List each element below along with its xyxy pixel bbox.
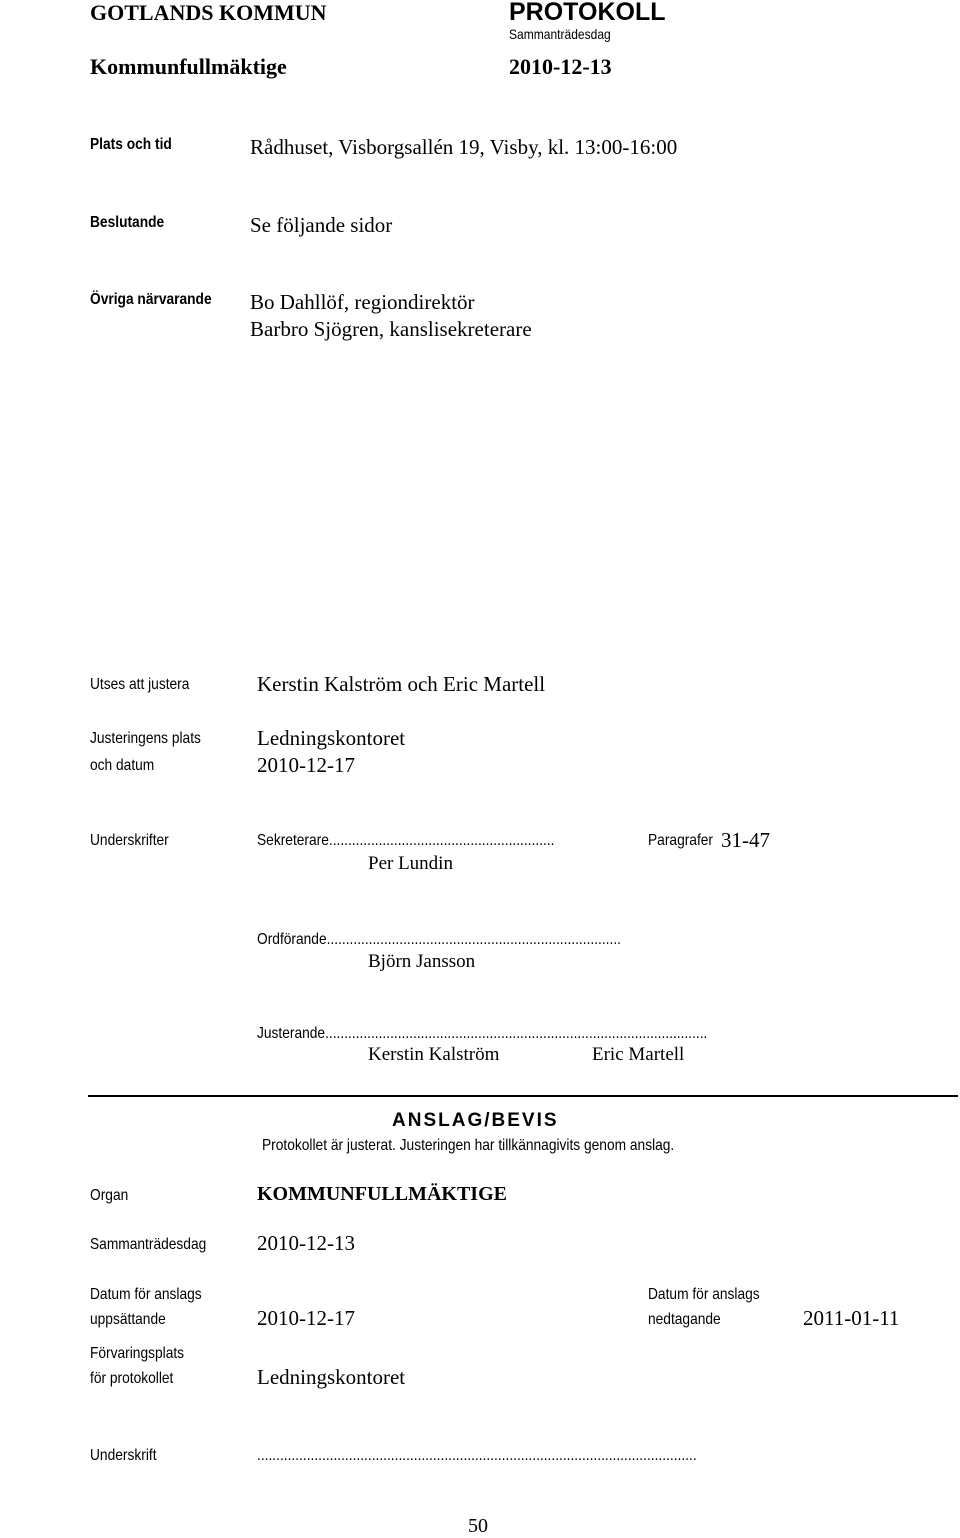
signature-dots: ................................................................................................................... [257,1447,697,1464]
municipality-name: GOTLANDS KOMMUN [90,0,327,25]
organ-value: KOMMUNFULLMÄKTIGE [257,1183,507,1205]
adjustment-place-label: Justeringens plats [90,730,201,747]
document-type: PROTOKOLL [509,0,666,26]
chair-label: Ordförande [257,931,327,948]
deciding-label: Beslutande [90,214,165,231]
meeting-date-label: Sammanträdesdag [90,1236,207,1253]
notice-text: Protokollet är justerat. Justeringen har tillkännagivits genom anslag. [262,1137,675,1154]
secretary-name: Per Lundin [368,853,453,874]
committee-name: Kommunfullmäktige [90,54,287,79]
adjustment-date-label: och datum [90,757,155,774]
signature-label: Underskrift [90,1447,157,1464]
others-label: Övriga närvarande [90,291,212,308]
page-number: 50 [468,1515,488,1537]
posting-date-value: 2010-12-17 [257,1306,355,1330]
storage-label-line1: Förvaringsplats [90,1345,185,1362]
document-subtitle: Sammanträdesdag [509,26,611,42]
adjusters-label: Justerande [257,1025,326,1042]
removal-label-line1: Datum för anslags [648,1286,760,1303]
secretary-line [257,832,603,850]
paragraphs-value: 31-47 [721,828,770,852]
chair-signature-dots: ............................................................................. [326,931,621,948]
adjustment-date-value: 2010-12-17 [257,753,355,777]
meeting-date-header: 2010-12-13 [509,54,612,79]
appointed-value: Kerstin Kalström och Eric Martell [257,672,546,696]
others-person-1: Bo Dahllöf, regiondirektör [250,290,475,314]
section-divider [88,1095,958,1097]
adjuster-1-name: Kerstin Kalström [368,1044,500,1065]
posting-label-line1: Datum för anslags [90,1286,202,1303]
secretary-label: Sekreterare [257,832,329,849]
paragraphs-label: Paragrafer [648,832,714,849]
adjustment-place-value: Ledningskontoret [257,726,406,750]
removal-label-line2: nedtagande [648,1311,721,1328]
adjuster-2-name: Eric Martell [592,1044,685,1065]
adjusters-line [257,1025,781,1043]
notice-title: ANSLAG/BEVIS [392,1110,559,1131]
posting-label-line2: uppsättande [90,1311,166,1328]
deciding-value: Se följande sidor [250,213,393,237]
removal-date-value: 2011-01-11 [803,1306,900,1330]
storage-value: Ledningskontoret [257,1365,406,1389]
secretary-signature-dots: ........................................................... [328,832,555,849]
place-value: Rådhuset, Visborgsallén 19, Visby, kl. 13:00-16:00 [250,135,678,159]
chair-line [257,931,680,949]
place-label: Plats och tid [90,136,172,153]
others-person-2: Barbro Sjögren, kanslisekreterare [250,317,532,341]
organ-label: Organ [90,1187,129,1204]
appointed-label: Utses att justera [90,676,190,693]
adjusters-signature-dots: .................................................................................................... [325,1025,708,1042]
chair-name: Björn Jansson [368,951,476,972]
storage-label-line2: för protokollet [90,1370,174,1387]
signatures-label: Underskrifter [90,832,169,849]
meeting-date-value: 2010-12-13 [257,1231,355,1255]
